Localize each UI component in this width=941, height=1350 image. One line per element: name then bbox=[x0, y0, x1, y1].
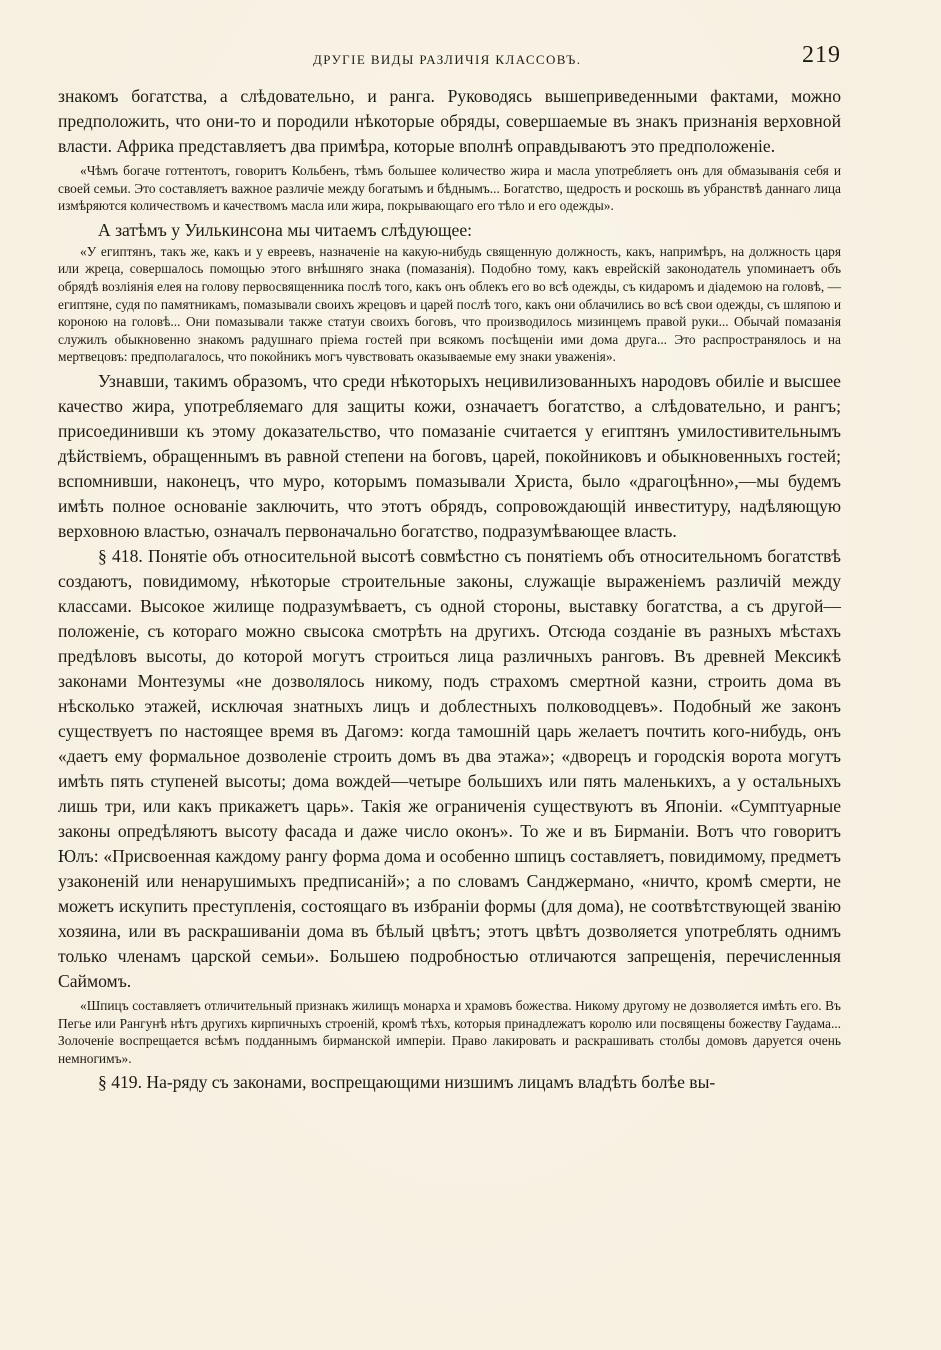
quote-wilkinson: «У египтянъ, такъ же, какъ и у евреевъ, назначеніе на какую-нибудь священную должность, какъ, напримѣръ, на должность царя или жреца, совершалось помощью этого внѣшняго знака (помазанія). Подобно тому, какъ еврейскій законодатель упоминаетъ объ обрядѣ возліянія елея на голову первосвященника послѣ того, какъ онъ облекъ его во всѣ одежды, съ кидаромъ и діадемою на головѣ, — египтяне, судя по памятникамъ, помазывали своихъ жрецовъ и царей послѣ того, какъ они облачились во всѣ свои одежды, съ шляпою и короною на головѣ... Они помазывали также статуи своихъ боговъ, что производилось мизинцемъ правой руки... Обычай помазанія служилъ обыкновенно знакомъ радушнаго пріема гостей при всякомъ посѣщеніи ими дома друга... Это распространялось и на мертвецовъ: предполагалось, что покойникъ могъ чувствовать оказываемые ему знаки уваженія». bbox=[58, 243, 841, 365]
paragraph-continuation: знакомъ богатства, а слѣдовательно, и ранга. Руководясь вышеприведенными фактами, можно предположить, что они-то и породили нѣкоторые обряды, совершаемые въ знакъ признанія верховной власти. Африка представляетъ два примѣра, которые вполнѣ оправдываютъ это предположеніе. bbox=[58, 86, 841, 156]
page-header bbox=[58, 38, 841, 84]
paragraph-wilkinson-intro: А затѣмъ у Уилькинсона мы читаемъ слѣдующее: bbox=[98, 219, 473, 240]
paragraph-section-419: § 419. На-ряду съ законами, воспрещающими низшимъ лицамъ владѣть болѣе вы- bbox=[98, 1072, 716, 1093]
paragraph-anointing-conclusion: Узнавши, такимъ образомъ, что среди нѣкоторыхъ нецивилизованныхъ народовъ обиліе и высшее качество жира, употребляемаго для защиты кожи, означаетъ богатство, а слѣдовательно, и рангъ; присоединивши къ этому доказательство, что помазаніе считается у египтянъ умилостивительнымъ дѣйствіемъ, обращеннымъ въ равной степени на боговъ, царей, покойниковъ и обыкновенныхъ гостей; вспомнивши, наконецъ, что муро, которымъ помазывали Христа, было «драгоцѣнно»,—мы будемъ имѣть полное основаніе заключить, что этотъ обрядъ, сопровождающій инвеституру, надѣляющую верховною властью, означалъ первоначально богатство, подразумѣвающее власть. bbox=[58, 370, 841, 541]
running-head: ДРУГІЕ ВИДЫ РАЗЛИЧІЯ КЛАССОВЪ. bbox=[313, 52, 582, 67]
page-number: 219 bbox=[802, 42, 841, 68]
page-body bbox=[58, 84, 841, 1095]
quote-kolben: «Чѣмъ богаче готтентотъ, говоритъ Кольбенъ, тѣмъ большее количество жира и масла употребляетъ онъ для обмазыванія себя и своей семьи. Это составляетъ важное различіе между богатымъ и бѣднымъ... Богатство, щедрость и роскошь въ убранствѣ даннаго лица измѣряются количествомъ и качествомъ масла или жира, покрывающаго его тѣло и его одежды». bbox=[58, 163, 841, 214]
quote-symes: «Шпицъ составляетъ отличительный признакъ жилищъ монарха и храмовъ божества. Никому другому не дозволяется имѣть его. Въ Пегье или Рангунѣ нѣтъ другихъ кирпичныхъ строеній, кромѣ тѣхъ, которыя принадлежатъ королю или посвящены божеству Гаудама... Золоченіе воспрещается всѣмъ подданнымъ бирманской имперіи. Право лакировать и раскрашивать столбы домовъ даруется очень немногимъ». bbox=[58, 997, 841, 1066]
paragraph-section-418: § 418. Понятіе объ относительной высотѣ совмѣстно съ понятіемъ объ относительномъ богатствѣ создаютъ, повидимому, нѣкоторые строительные законы, служащіе выраженіемъ различій между классами. Высокое жилище подразумѣваетъ, съ одной стороны, выставку богатства, а съ другой—положеніе, съ котораго можно свысока смотрѣть на другихъ. Отсюда созданіе въ разныхъ мѣстахъ предѣловъ высоты, до которой могутъ строиться лица различныхъ ранговъ. Въ древней Мексикѣ законами Монтезумы «не дозволялось никому, подъ страхомъ смертной казни, строить дома въ нѣсколько этажей, исключая знатныхъ лицъ и доблестныхъ полководцевъ». Подобный же законъ существуетъ по настоящее время въ Дагомэ: когда тамошній царь желаетъ почтить кого-нибудь, онъ «даетъ ему формальное дозволеніе строить домъ въ два этажа»; «дворецъ и городскія ворота могутъ имѣть пять ступеней высоты; дома вождей—четыре большихъ или пять маленькихъ, а у остальныхъ лишь три, или какъ прикажетъ царь». Такія же ограниченія существуютъ въ Японіи. «Сумптуарные законы опредѣляютъ высоту фасада и даже число оконъ». То же и въ Бирманіи. Вотъ что говоритъ Юлъ: «Присвоенная каждому рангу форма дома и особенно шпицъ составляетъ, повидимому, предметъ узаконеній или ненарушимыхъ предписаній»; а по словамъ Санджермано, «ничто, кромѣ смерти, не можетъ искупить преступленія, состоящаго въ избраніи формы (для дома), не соотвѣтствующей званію хозяина, или въ раскрашиваніи дома въ бѣлый цвѣтъ; этотъ цвѣтъ дозволяется употреблять однимъ только членамъ царской семьи». Большею подробностью отличаются запрещенія, перечисленныя Саймомъ. bbox=[58, 545, 841, 991]
